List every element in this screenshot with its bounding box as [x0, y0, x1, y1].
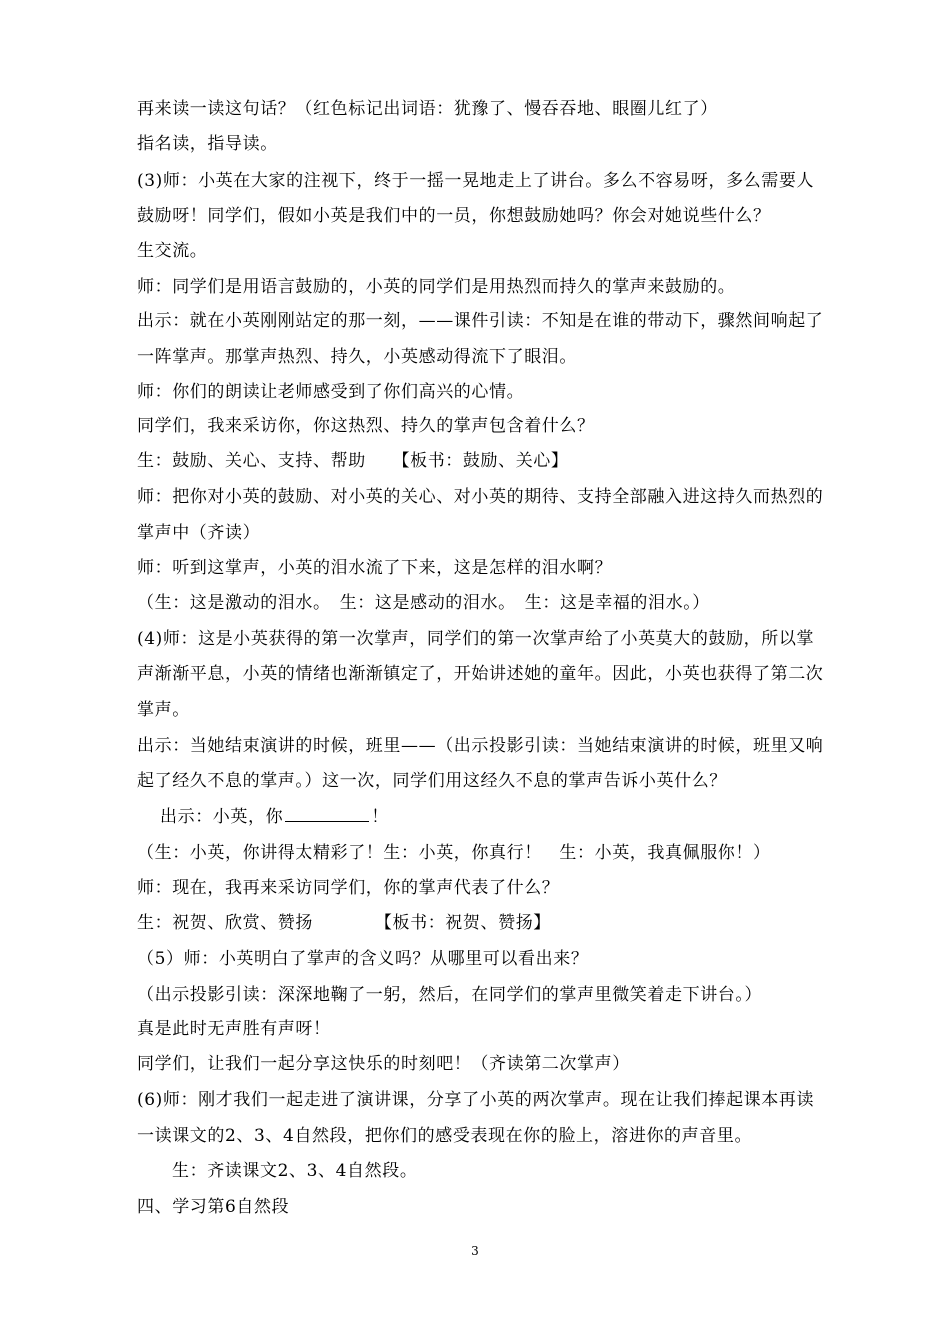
- text-line: 师：同学们是用语言鼓励的，小英的同学们是用热烈而持久的掌声来鼓励的。: [137, 277, 736, 297]
- text-line: 生：鼓励、关心、支持、帮助 【板书：鼓励、关心】: [137, 451, 569, 471]
- text-line: (4)师：这是小英获得的第一次掌声，同学们的第一次掌声给了小英莫大的鼓励，所以掌: [137, 629, 815, 649]
- text-line: （出示投影引读：深深地鞠了一躬，然后，在同学们的掌声里微笑着走下讲台。）: [137, 985, 763, 1005]
- text-line: （生：这是激动的泪水。 生：这是感动的泪水。 生：这是幸福的泪水。）: [137, 593, 710, 613]
- text-line: 真是此时无声胜有声呀！: [137, 1019, 331, 1039]
- text-line: （生：小英，你讲得太精彩了！生：小英，你真行！ 生：小英，我真佩服你！）: [137, 843, 771, 863]
- text-line: 师：听到这掌声，小英的泪水流了下来，这是怎样的泪水啊？: [137, 558, 613, 578]
- text-line: 生：齐读课文2、3、4自然段。: [172, 1161, 418, 1181]
- fill-in-blank: [285, 807, 369, 822]
- text-line: 一阵掌声。那掌声热烈、持久，小英感动得流下了眼泪。: [137, 347, 577, 367]
- text-line: 师：把你对小英的鼓励、对小英的关心、对小英的期待、支持全部融入进这持久而热烈的: [137, 487, 824, 507]
- text-line: 鼓励呀！同学们，假如小英是我们中的一员，你想鼓励她吗？你会对她说些什么？: [137, 206, 771, 226]
- text-line: 声渐渐平息，小英的情绪也渐渐镇定了，开始讲述她的童年。因此，小英也获得了第二次: [137, 664, 824, 684]
- text-line: (3)师：小英在大家的注视下，终于一摇一晃地走上了讲台。多么不容易呀，多么需要人: [137, 171, 815, 191]
- text-line: 生交流。: [137, 241, 208, 261]
- fill-in-prefix: 出示：小英，你: [160, 807, 284, 827]
- text-line: 师：现在，我再来采访同学们，你的掌声代表了什么？: [137, 878, 560, 898]
- text-line: 生：祝贺、欣赏、赞扬 【板书：祝贺、赞扬】: [137, 913, 551, 933]
- text-line: 再来读一读这句话？（红色标记出词语：犹豫了、慢吞吞地、眼圈儿红了）: [137, 99, 718, 119]
- fill-in-suffix: ！: [371, 807, 389, 827]
- text-line: 出示：就在小英刚刚站定的那一刻，——课件引读：不知是在谁的带动下，骤然间响起了: [137, 311, 824, 331]
- text-line: 师：你们的朗读让老师感受到了你们高兴的心情。: [137, 382, 525, 402]
- text-line: 指名读，指导读。: [137, 134, 278, 154]
- fill-in-line: [160, 807, 389, 827]
- text-line: 起了经久不息的掌声。）这一次，同学们用这经久不息的掌声告诉小英什么？: [137, 771, 727, 791]
- text-line: 同学们，我来采访你，你这热烈、持久的掌声包含着什么？: [137, 416, 595, 436]
- page-number: 3: [471, 1244, 479, 1258]
- text-line: 出示：当她结束演讲的时候，班里——（出示投影引读：当她结束演讲的时候，班里又响: [137, 736, 824, 756]
- text-line: （5）师：小英明白了掌声的含义吗？从哪里可以看出来？: [137, 949, 589, 969]
- text-line: 同学们，让我们一起分享这快乐的时刻吧！（齐读第二次掌声）: [137, 1054, 630, 1074]
- section-heading: 四、学习第6自然段: [137, 1197, 290, 1217]
- text-line: 掌声。: [137, 700, 190, 720]
- text-line: 一读课文的2、3、4自然段，把你们的感受表现在你的脸上，溶进你的声音里。: [137, 1126, 753, 1146]
- text-line: (6)师：刚才我们一起走进了演讲课，分享了小英的两次掌声。现在让我们捧起课本再读: [137, 1090, 815, 1110]
- text-line: 掌声中（齐读）: [137, 523, 261, 543]
